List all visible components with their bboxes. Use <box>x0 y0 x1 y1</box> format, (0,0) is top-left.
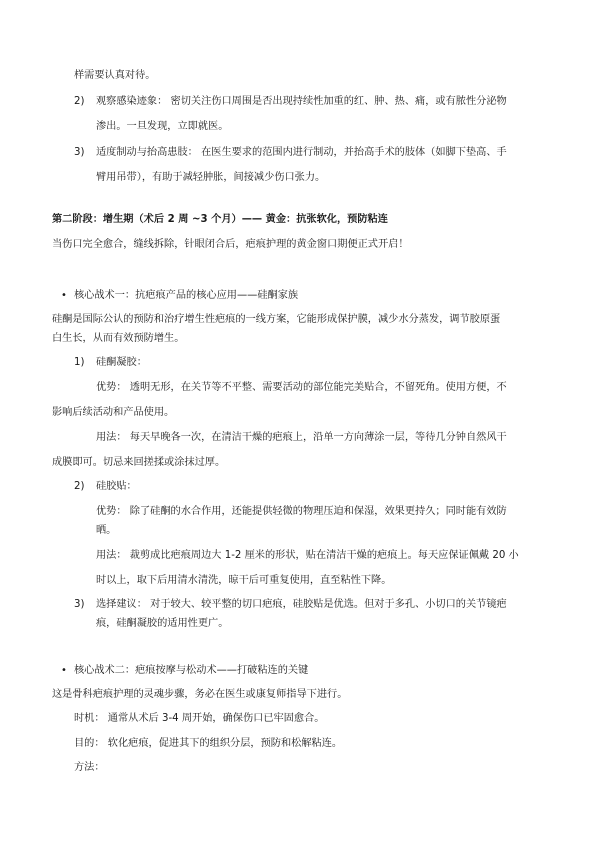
text-line: 用法： 每天早晚各一次，在清洁干燥的疤痕上，沿单一方向薄涂一层，等待几分钟自然风干 <box>96 432 507 443</box>
text-line: 痕，硅酮凝胶的适用性更广。 <box>96 618 229 629</box>
text-line: 观察感染迹象： 密切关注伤口周围是否出现持续性加重的红、肿、热、痛，或有脓性分泌物 <box>96 96 507 107</box>
list-number: 3) <box>74 147 85 158</box>
subheading: 核心战术一：抗疤痕产品的核心应用——硅酮家族 <box>74 290 299 301</box>
list-number: 1) <box>74 357 85 368</box>
text-line: 优势： 透明无形，在关节等不平整、需要活动的部位能完美贴合，不留死角。使用方便，不 <box>96 382 507 393</box>
list-number: 2) <box>74 96 85 107</box>
text-line: 选择建议： 对于较大、较平整的切口疤痕，硅胶贴是优选。但对于多孔、小切口的关节镜疤 <box>96 599 507 610</box>
text-line: 当伤口完全愈合，缝线拆除，针眼闭合后，疤痕护理的黄金窗口期便正式开启！ <box>52 239 409 250</box>
text-line: 白生长，从而有效预防增生。 <box>52 333 185 344</box>
list-number: 3) <box>74 599 85 610</box>
text-line: 渗出。一旦发现，立即就医。 <box>96 121 229 132</box>
text-line: 用法： 裁剪成比疤痕周边大 1-2 厘米的形状，贴在清洁干燥的疤痕上。每天应保证佩戴 20 小 <box>96 550 519 561</box>
text-line: 晒。 <box>96 525 117 536</box>
list-number: 2) <box>74 481 85 492</box>
text-line: 适度制动与抬高患肢： 在医生要求的范围内进行制动，并抬高手术的肢体（如脚下垫高、手 <box>96 147 507 158</box>
text-line: 这是骨科疤痕护理的灵魂步骤，务必在医生或康复师指导下进行。 <box>52 689 348 700</box>
text-line: 影响后续活动和产品使用。 <box>52 407 175 418</box>
bullet: • <box>61 665 67 676</box>
text-line: 时以上，取下后用清水清洗，晾干后可重复使用，直至粘性下降。 <box>96 575 392 586</box>
text-line: 成膜即可。切忌来回搓揉或涂抹过厚。 <box>52 457 226 468</box>
section-heading: 第二阶段：增生期（术后 2 周 ~3 个月）—— 黄金：抗张软化，预防粘连 <box>52 214 388 225</box>
text-line: 硅酮凝胶： <box>96 357 147 368</box>
text-line: 硅胶贴： <box>96 481 137 492</box>
text-line: 时机： 通常从术后 3-4 周开始，确保伤口已牢固愈合。 <box>74 713 325 724</box>
text-line: 优势： 除了硅酮的水合作用，还能提供轻微的物理压迫和保湿，效果更持久；同时能有效防 <box>96 506 507 517</box>
text-line: 方法： <box>74 762 105 773</box>
subheading: 核心战术二：疤痕按摩与松动术——打破粘连的关键 <box>74 665 309 676</box>
text-line: 样需要认真对待。 <box>74 70 156 81</box>
text-line: 目的： 软化疤痕，促进其下的组织分层，预防和松解粘连。 <box>74 738 343 749</box>
text-line: 臂用吊带），有助于减轻肿胀，间接减少伤口张力。 <box>96 172 326 183</box>
bullet: • <box>61 290 67 301</box>
text-line: 硅酮是国际公认的预防和治疗增生性疤痕的一线方案，它能形成保护膜，减少水分蒸发，调节胶原蛋 <box>52 314 501 325</box>
